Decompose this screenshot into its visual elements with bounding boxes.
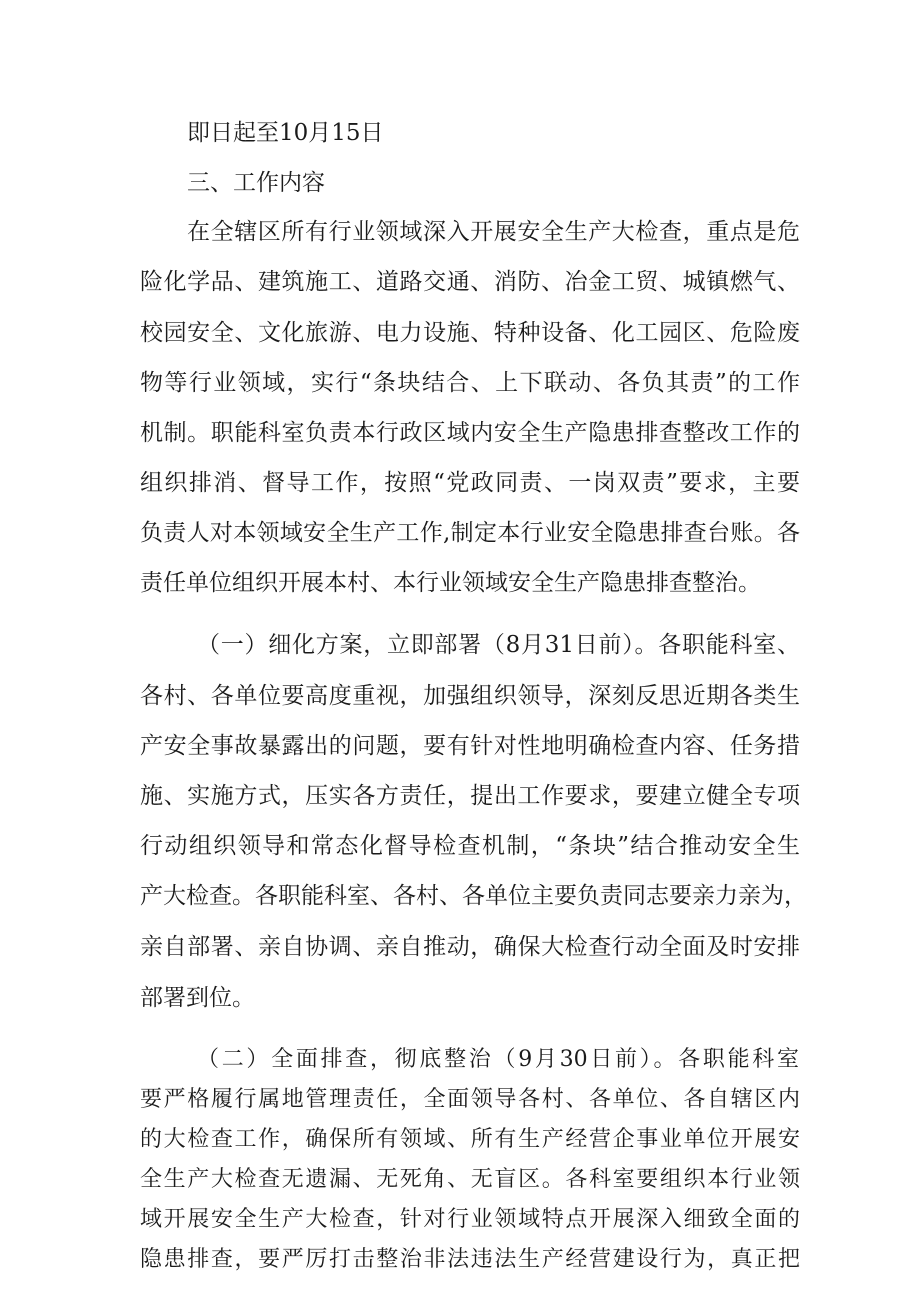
- paragraph-line: 机制。职能科室负责本行政区域内安全生产隐患排查整改工作的: [140, 420, 800, 446]
- paragraph-line: 组织排消、督导工作，按照“党政同责、一岗双责”要求，主要: [140, 470, 800, 496]
- date-line: 即日起至10月15日: [187, 120, 384, 146]
- paragraph-line: 的大检查工作，确保所有领域、所有生产经营企事业单位开展安: [140, 1127, 800, 1152]
- paragraph-line: 域开展安全生产大检查，针对行业领域特点开展深入细致全面的: [140, 1207, 800, 1232]
- paragraph-line: 各村、各单位要高度重视，加强组织领导，深刻反思近期各类生: [140, 683, 800, 709]
- paragraph-line: 部署到位。: [140, 985, 255, 1011]
- paragraph-line: 险化学品、建筑施工、道路交通、消防、冶金工贸、城镇燃气、: [140, 269, 800, 295]
- paragraph-line: 隐患排查，要严厉打击整治非法违法生产经营建设行为，真正把: [140, 1247, 800, 1272]
- paragraph-line: 要严格履行属地管理责任，全面领导各村、各单位、各自辖区内: [140, 1087, 800, 1112]
- section-heading: 三、工作内容: [187, 170, 325, 196]
- paragraph-line: 在全辖区所有行业领域深入开展安全生产大检查，重点是危: [187, 219, 800, 245]
- paragraph-line: 校园安全、文化旅游、电力设施、特种设备、化工园区、危险废: [140, 320, 800, 346]
- paragraph-line: （二）全面排查，彻底整治（9月30日前）。各职能科室: [197, 1047, 799, 1072]
- paragraph-line: 全生产大检查无遗漏、无死角、无盲区。各科室要组织本行业领: [140, 1167, 800, 1192]
- paragraph-line: （一）细化方案，立即部署（8月31日前）。各职能科室、: [197, 632, 800, 658]
- paragraph-line: 负责人对本领域安全生产工作,制定本行业安全隐患排查台账。各: [140, 520, 800, 546]
- paragraph-line: 产安全事故暴露出的问题，要有针对性地明确检查内容、任务措: [140, 733, 800, 759]
- paragraph-line: 施、实施方式，压实各方责任，提出工作要求，要建立健全专项: [140, 783, 800, 809]
- paragraph-line: 物等行业领域，实行“条块结合、上下联动、各负其责”的工作: [140, 370, 800, 396]
- paragraph-line: 亲自部署、亲自协调、亲自推动，确保大检查行动全面及时安排: [140, 934, 800, 960]
- paragraph-line: 责任单位组织开展本村、本行业领域安全生产隐患排查整治。: [140, 570, 761, 596]
- paragraph-line: 行动组织领导和常态化督导检查机制，“条块”结合推动安全生: [140, 833, 800, 859]
- paragraph-line: 产大检查。各职能科室、各村、各单位主要负责同志要亲力亲为，: [140, 883, 807, 909]
